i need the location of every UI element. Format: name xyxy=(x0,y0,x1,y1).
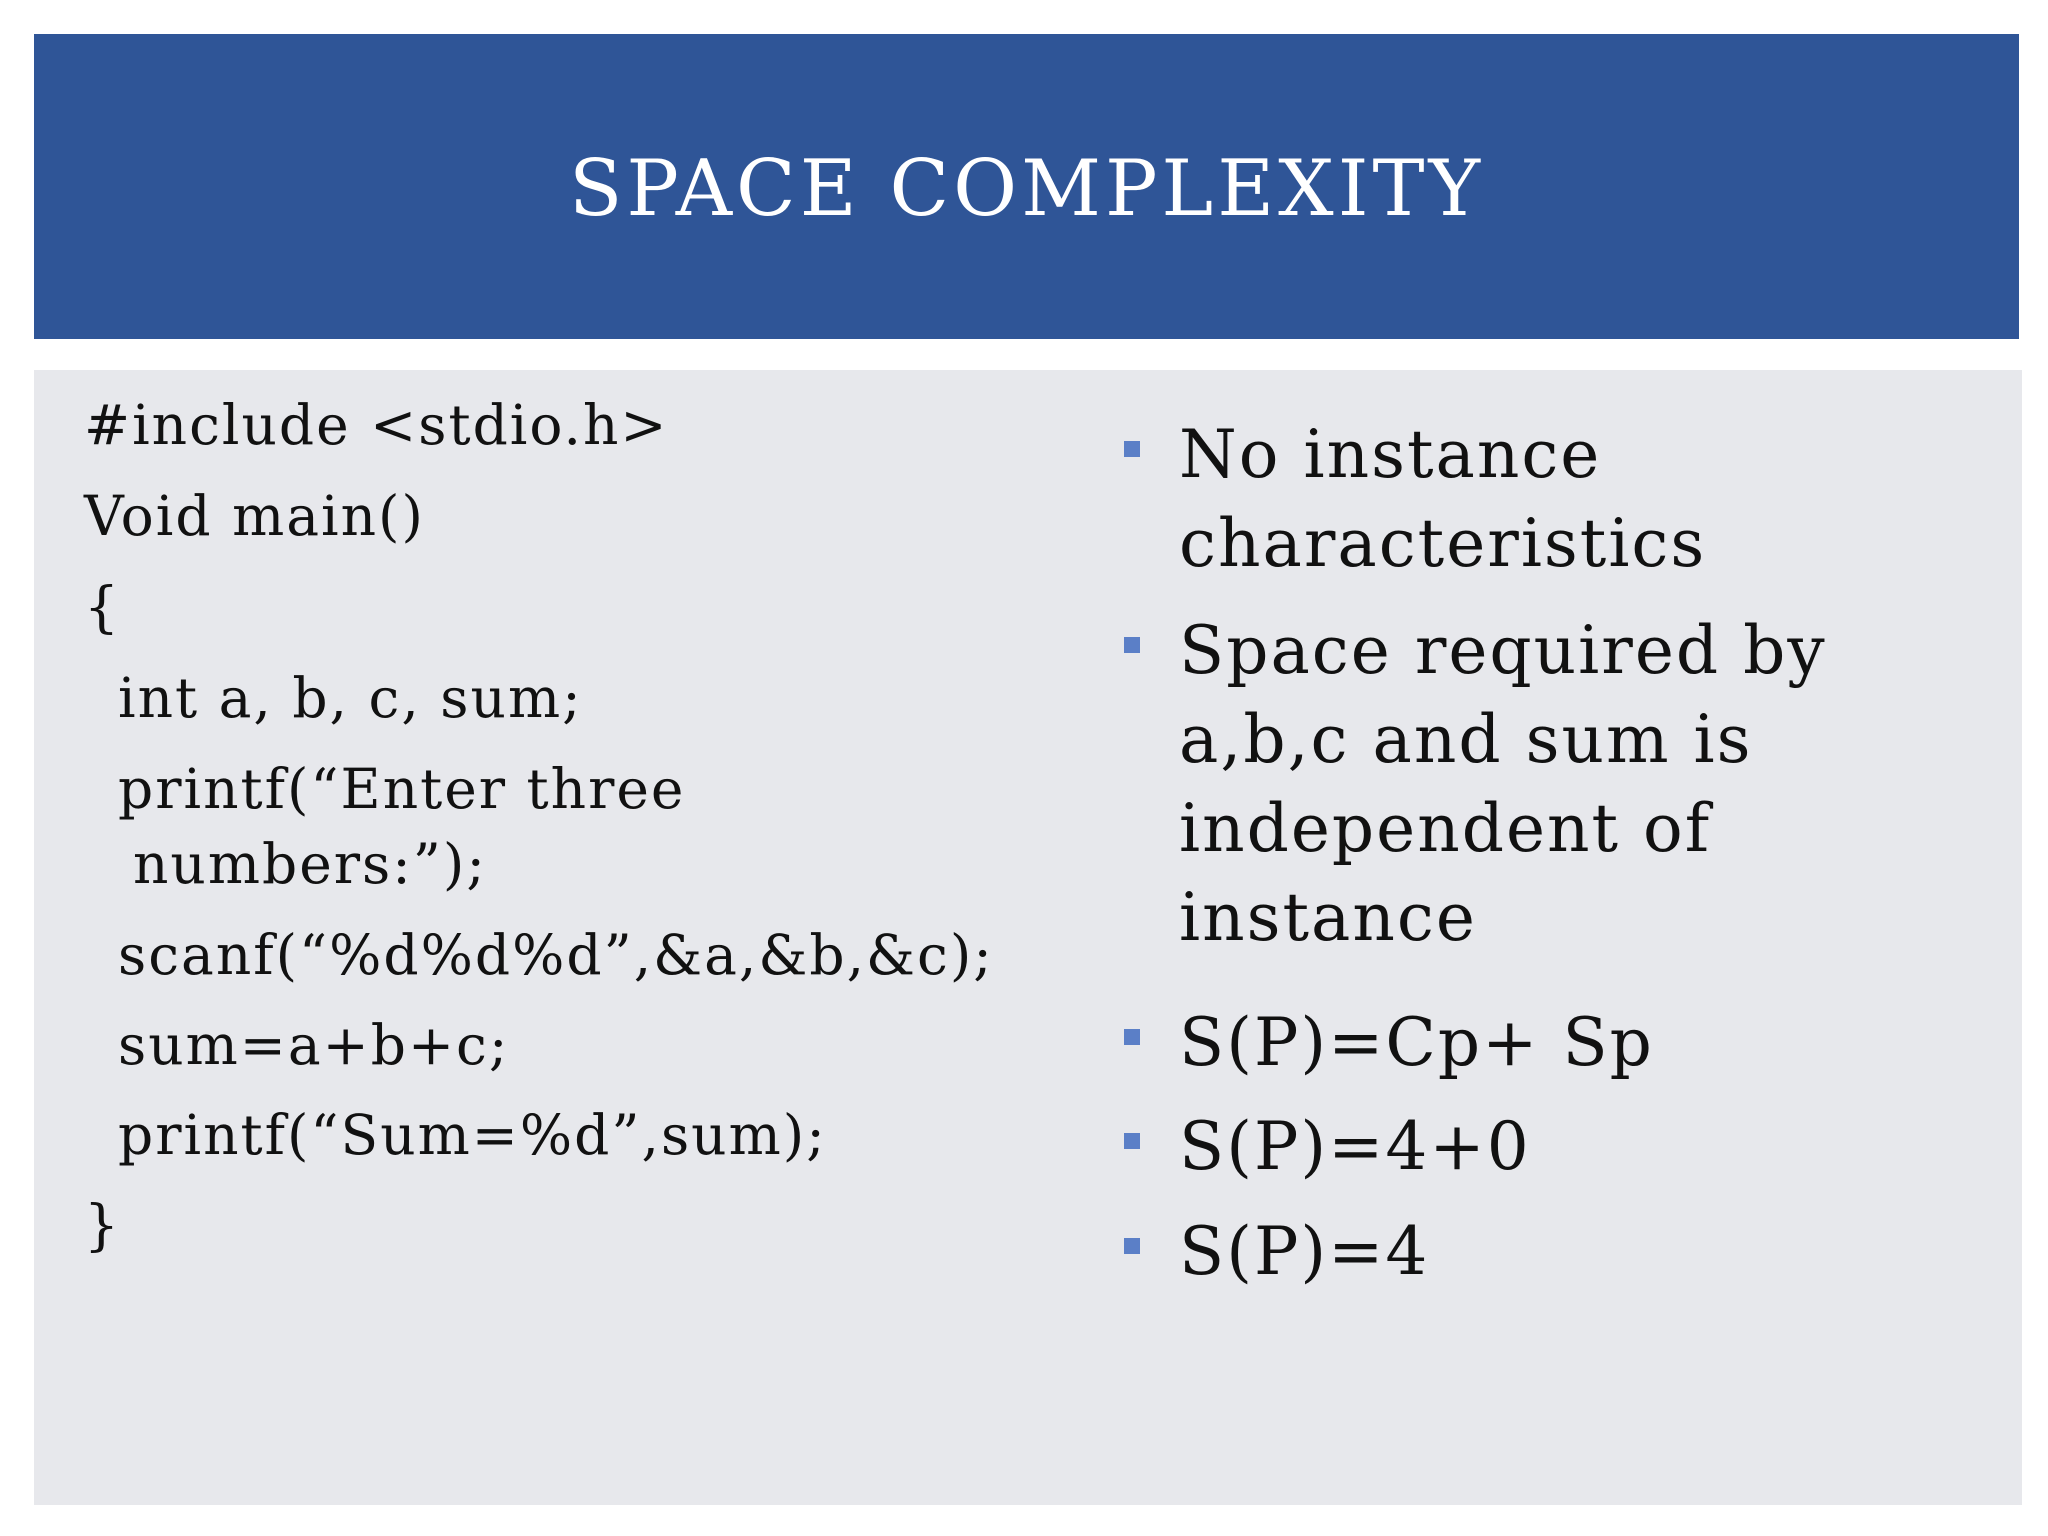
code-line-declaration: int a, b, c, sum; xyxy=(118,666,583,730)
square-bullet-icon xyxy=(1124,637,1140,653)
code-line-close-brace: } xyxy=(84,1193,121,1257)
square-bullet-icon xyxy=(1124,441,1140,457)
bullet-list xyxy=(1084,410,1994,1410)
slide-title: SPACE COMPLEXITY xyxy=(568,143,1485,234)
code-line-printf-prompt: printf(“Enter three xyxy=(118,757,686,821)
code-line-scanf: scanf(“%d%d%d”,&a,&b,&c); xyxy=(118,923,994,987)
slide-header xyxy=(34,34,2019,339)
slide-content xyxy=(34,370,2022,1505)
bullet-text: S(P)=4+0 xyxy=(1179,1108,1531,1185)
square-bullet-icon xyxy=(1124,1029,1140,1045)
code-line-printf-sum: printf(“Sum=%d”,sum); xyxy=(118,1103,827,1167)
code-line-include: #include <stdio.h> xyxy=(84,393,669,457)
bullet-text: S(P)=4 xyxy=(1179,1213,1430,1290)
code-line-sum: sum=a+b+c; xyxy=(118,1013,510,1077)
bullet-text: Space required by a,b,c and sum is independent of instance xyxy=(1179,612,1827,956)
bullet-text: S(P)=Cp+ Sp xyxy=(1179,1004,1654,1081)
square-bullet-icon xyxy=(1124,1133,1140,1149)
code-line-main: Void main() xyxy=(84,484,425,548)
code-line-printf-prompt-continued: numbers:”); xyxy=(133,832,487,896)
code-line-open-brace: { xyxy=(84,575,121,639)
bullet-text: No instance characteristics xyxy=(1179,416,1707,582)
square-bullet-icon xyxy=(1124,1238,1140,1254)
code-block xyxy=(84,393,1064,1378)
